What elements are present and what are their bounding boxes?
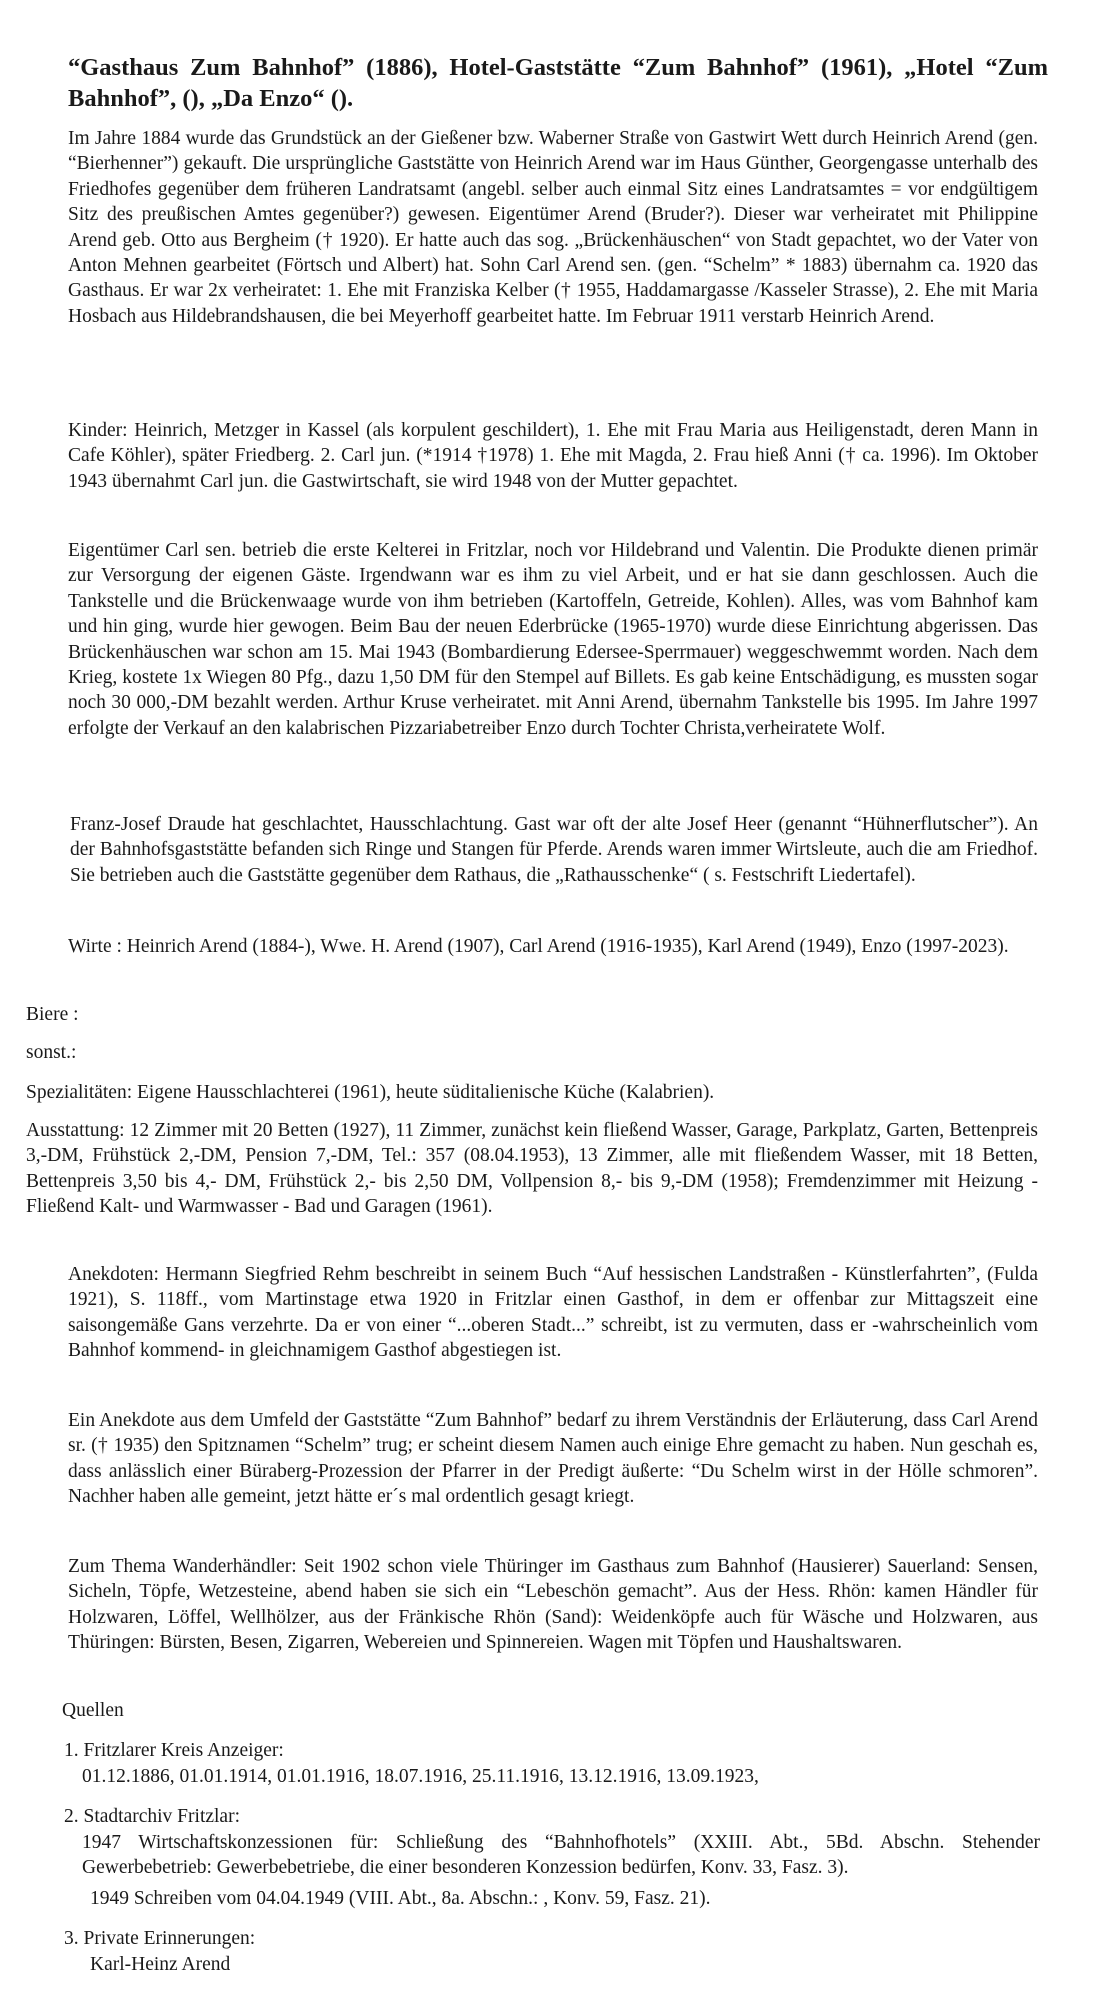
source-item-2-extra: 1949 Schreiben vom 04.04.1949 (VIII. Abt., 8a. Abschn.: , Konv. 59, Fasz. 21). xyxy=(90,1888,711,1909)
source-item-1-label: 1. Fritzlarer Kreis Anzeiger: xyxy=(64,1740,284,1761)
butchery-paragraph: Franz-Josef Draude hat geschlachtet, Hausschlachtung. Gast war oft der alte Josef Heer (genannt “Hühnerflutscher”). An der Bahnhofsgaststätte befanden sich Ringe und Stangen für Pferde. Arends waren immer Wirtsleute, auch die am Friedhof. Sie betrieben auch die Gaststätte gegenüber dem Rathaus, die „Rathausschenke“ ( s. Festschrift Liedertafel). xyxy=(70,814,1038,886)
anecdotes-paragraph: Anekdoten: Hermann Siegfried Rehm beschreibt in seinem Buch “Auf hessischen Landstraßen - Künstlerfahrten”, (Fulda 1921), S. 118ff., vom Martinstage etwa 1920 in Fritzlar einen Gasthof, in dem er offenbar zur Mittagszeit eine saisongemäße Gans verzehrte. Da er von einer “...oberen Stadt...” schreibt, ist zu vermuten, dass er -wahrscheinlich vom Bahnhof kommend- in gleichnamigem Gasthof abgestiegen ist. xyxy=(68,1264,1038,1362)
source-item-2-body: 1947 Wirtschaftskonzessionen für: Schließung des “Bahnhofhotels” (XXIII. Abt., 5Bd. Abschn. Stehender Gewerbebetrieb: Gewerbebetriebe, die einer besonderen Konzession bedürfen, Konv. 33, Fasz. 3). xyxy=(82,1832,1040,1879)
misc-label: sonst.: xyxy=(26,1042,77,1063)
history-paragraph: Im Jahre 1884 wurde das Grundstück an der Gießener bzw. Waberner Straße von Gastwirt Wett durch Heinrich Arend (gen. “Bierhenner”) gekauft. Die ursprüngliche Gaststätte von Heinrich Arend war im Haus Günther, Georgengasse unterhalb des Friedhofes gegenüber dem früheren Landratsamt (angebl. selber auch einmal Sitz eines Landratsamtes = vor endgültigem Sitz des preußischen Amtes gegenüber?) gewesen. Eigentümer Arend (Bruder?). Dieser war verheiratet mit Philippine Arend geb. Otto aus Bergheim († 1920). Er hatte auch das sog. „Brückenhäuschen“ von Stadt gepachtet, wo der Vater von Anton Mehnen gearbeitet (Förtsch und Albert) hat. Sohn Carl Arend sen. (gen. “Schelm” * 1883) übernahm ca. 1920 das Gasthaus. Er war 2x verheiratet: 1. Ehe mit Franziska Kelber († 1955, Haddamargasse /Kasseler Strasse), 2. Ehe mit Maria Hosbach aus Hildebrandshausen, die bei Meyerhoff gearbeitet hatte. Im Februar 1911 verstarb Heinrich Arend. xyxy=(68,128,1038,327)
specialties-paragraph: Spezialitäten: Eigene Hausschlachterei (1961), heute süditalienische Küche (Kalabrien). xyxy=(26,1082,715,1103)
peddlers-paragraph: Zum Thema Wanderhändler: Seit 1902 schon viele Thüringer im Gasthaus zum Bahnhof (Hausierer) Sauerland: Sensen, Sicheln, Töpfe, Wetzesteine, abend haben sie sich ein “Lebeschön gemacht”. Aus der Hess. Rhön: kamen Händler für Holzwaren, Löffel, Wellhölzer, aus der Fränkische Rhön (Sand): Weidenköpfe auch für Wäsche und Holzwaren, aus Thüringen: Bürsten, Besen, Zigarren, Webereien und Spinnereien. Wagen mit Töpfen und Haushaltswaren. xyxy=(68,1556,1038,1654)
document-title: “Gasthaus Zum Bahnhof” (1886), Hotel-Gaststätte “Zum Bahnhof” (1961), „Hotel “Zum Bahnhof”, (), „Da Enzo“ (). xyxy=(68,54,1048,112)
beers-label: Biere : xyxy=(26,1004,79,1025)
source-item-3-label: 3. Private Erinnerungen: xyxy=(64,1928,256,1949)
business-paragraph: Eigentümer Carl sen. betrieb die erste Kelterei in Fritzlar, noch vor Hildebrand und Valentin. Die Produkte dienen primär zur Versorgung der eigenen Gäste. Irgendwann war es ihm zu viel Arbeit, und er hat sie dann geschlossen. Auch die Tankstelle und die Brückenwaage wurde von ihm betrieben (Kartoffeln, Getreide, Kohlen). Alles, was vom Bahnhof kam und hin ging, wurde hier gewogen. Beim Bau der neuen Ederbrücke (1965-1970) wurde diese Einrichtung abgerissen. Das Brückenhäuschen war schon am 15. Mai 1943 (Bombardierung Edersee-Sperrmauer) weggeschwemmt worden. Nach dem Krieg, kostete 1x Wiegen 80 Pfg., dazu 1,50 DM für den Stempel auf Billets. Es gab keine Entschädigung, es mussten sogar noch 30 000,-DM bezahlt werden. Arthur Kruse verheiratet. mit Anni Arend, übernahm Tankstelle bis 1995. Im Jahre 1997 erfolgte der Verkauf an den kalabrischen Pizzariabetreiber Enzo durch Tochter Christa,verheiratete Wolf. xyxy=(68,540,1038,739)
innkeepers-paragraph: Wirte : Heinrich Arend (1884-), Wwe. H. Arend (1907), Carl Arend (1916-1935), Karl Arend (1949), Enzo (1997-2023). xyxy=(68,936,1009,957)
equipment-paragraph: Ausstattung: 12 Zimmer mit 20 Betten (1927), 11 Zimmer, zunächst kein fließend Wasser, Garage, Parkplatz, Garten, Bettenpreis 3,-DM, Frühstück 2,-DM, Pension 7,-DM, Tel.: 357 (08.04.1953), 13 Zimmer, alle mit fließendem Wasser, mit 18 Betten, Bettenpreis 3,50 bis 4,- DM, Frühstück 2,- bis 2,50 DM, Vollpension 8,- bis 9,-DM (1958); Fremdenzimmer mit Heizung - Fließend Kalt- und Warmwasser - Bad und Garagen (1961). xyxy=(26,1120,1038,1218)
source-item-2-label: 2. Stadtarchiv Fritzlar: xyxy=(64,1806,240,1827)
anecdote-schelm-paragraph: Ein Anekdote aus dem Umfeld der Gaststätte “Zum Bahnhof” bedarf zu ihrem Verständnis der Erläuterung, dass Carl Arend sr. († 1935) den Spitznamen “Schelm” trug; er scheint diesem Namen auch einige Ehre gemacht zu haben. Nun geschah es, dass anlässlich einer Büraberg-Prozession der Pfarrer in der Predigt äußerte: “Du Schelm wirst in der Hölle schmoren”. Nachher haben alle gemeint, jetzt hätte er´s mal ordentlich gesagt kriegt. xyxy=(68,1410,1038,1508)
sources-heading: Quellen xyxy=(62,1700,124,1721)
source-item-3-body: Karl-Heinz Arend xyxy=(90,1954,231,1975)
source-item-1-body: 01.12.1886, 01.01.1914, 01.01.1916, 18.07.1916, 25.11.1916, 13.12.1916, 13.09.1923, xyxy=(82,1766,759,1787)
children-paragraph: Kinder: Heinrich, Metzger in Kassel (als korpulent geschildert), 1. Ehe mit Frau Maria aus Heiligenstadt, deren Mann in Cafe Köhler), später Friedberg. 2. Carl jun. (*1914 †1978) 1. Ehe mit Magda, 2. Frau hieß Anni († ca. 1996). Im Oktober 1943 übernahmt Carl jun. die Gastwirtschaft, sie wird 1948 von der Mutter gepachtet. xyxy=(68,420,1038,492)
